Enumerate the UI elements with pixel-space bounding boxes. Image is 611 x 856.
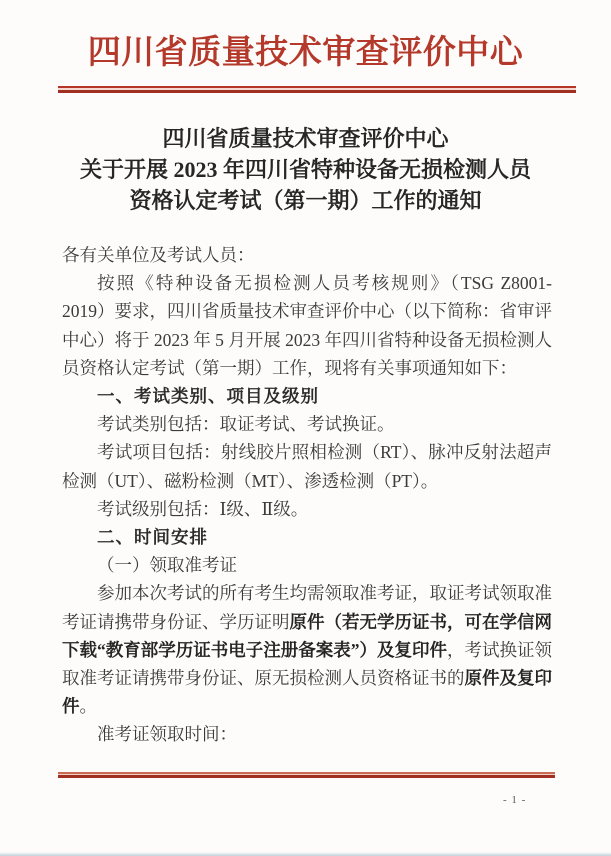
document-title-line1: 四川省质量技术审查评价中心: [162, 126, 449, 151]
document-title-line2: 关于开展 2023 年四川省特种设备无损检测人员: [79, 157, 531, 182]
admission-text-regular-1: 参加本次考试的所有考生均需领取准考证，取证考试领取准考证请携带身份证、学历证明: [62, 583, 552, 632]
section2-subheading: （一）领取准考证: [97, 555, 237, 576]
footer-divider-rule: [58, 772, 555, 778]
admission-text-regular-3: 。: [79, 696, 97, 717]
salutation: 各有关单位及考试人员：: [62, 245, 255, 265]
letterhead-divider-rule: [58, 86, 576, 93]
section2-heading: 二、时间安排: [97, 527, 208, 548]
admission-text-bold-1: 原件（若无学历证书，可在学信网下载“教育部学历证书电子注册备案表”）及复印件: [62, 611, 552, 660]
intro-paragraph: 按照《特种设备无损检测人员考核规则》（TSG Z8001-2019）要求，四川省质量技术审查评价中心（以下简称：省审评中心）将于 2023 年 5 月开展 2023 年四川省特种设备无损检测人员资格认定考试（第一期）工作，现将有关事项通知如下：: [62, 273, 552, 378]
letterhead-org-title: 四川省质量技术审查评价中心: [87, 35, 524, 71]
admission-text-bold-2: 原件及复印件: [62, 668, 552, 717]
admission-text-regular-2: ，考试换证领取准考证请携带身份证、原无损检测人员资格证书的: [62, 639, 552, 689]
page-number: - 1 -: [503, 794, 527, 806]
exam-projects-paragraph: 考试项目包括：射线胶片照相检测（RT）、脉冲反射法超声检测（UT）、磁粉检测（MT）、渗透检测（PT）。: [62, 442, 552, 491]
section1-heading: 一、考试类别、项目及级别: [97, 386, 319, 407]
scan-bottom-edge: [0, 852, 611, 856]
exam-levels-paragraph: 考试级别包括：Ⅰ级、Ⅱ级。: [97, 498, 309, 519]
document-title: [0, 123, 611, 216]
document-body: [62, 241, 552, 749]
document-title-line3: 资格认定考试（第一期）工作的通知: [129, 188, 482, 213]
pickup-time-label: 准考证领取时间：: [97, 724, 237, 745]
exam-category-paragraph: 考试类别包括：取证考试、考试换证。: [97, 414, 395, 435]
admission-ticket-paragraph: [62, 579, 552, 720]
